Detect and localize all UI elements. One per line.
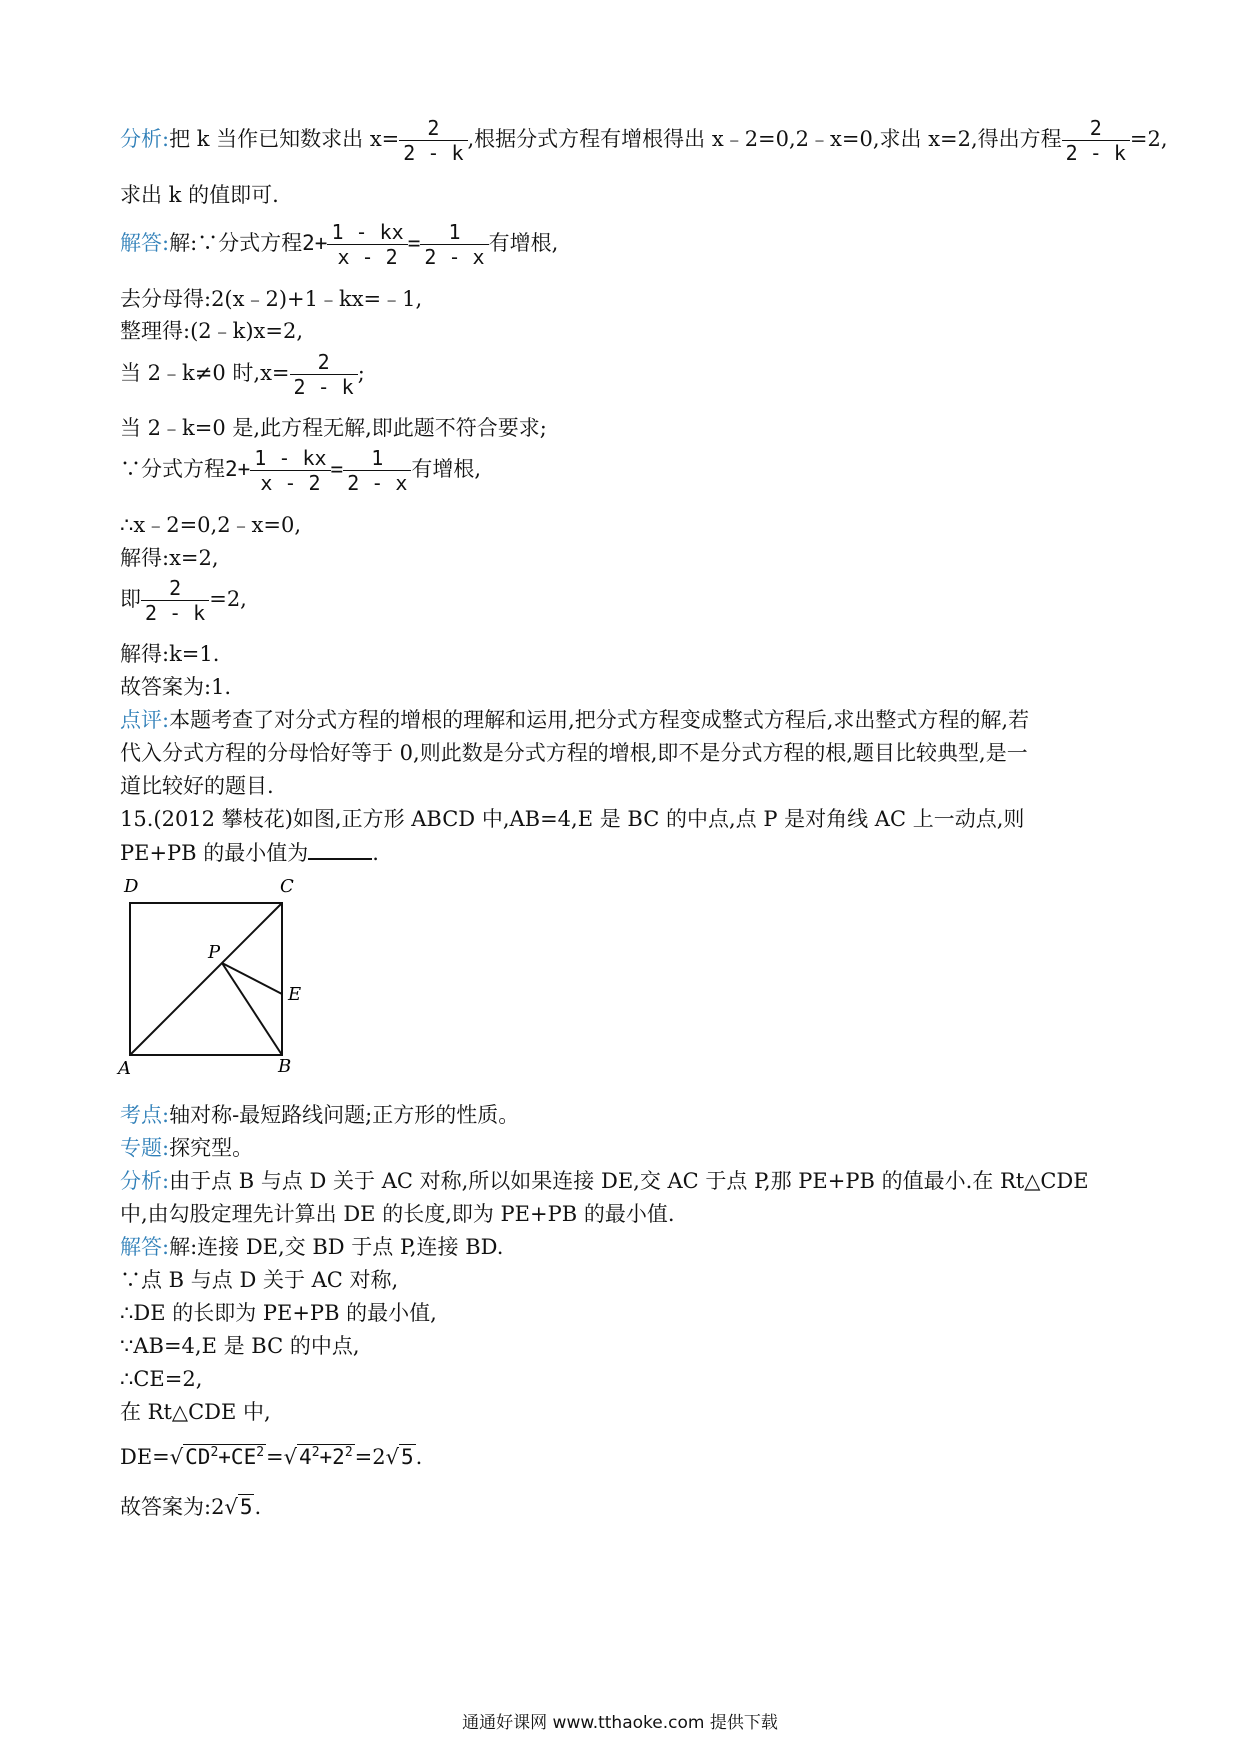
sqrt-3: √5 [385,1445,414,1469]
text: 2+ [225,457,251,481]
fraction [399,116,467,165]
radicand: 5 [239,1495,253,1519]
text: +2 [319,1445,345,1469]
denominator: 2 - k [399,140,467,165]
text: 4 [299,1445,312,1469]
solution-label: 解答: [120,231,170,255]
text: 即 [120,587,141,611]
kaodian-line [120,1100,519,1130]
footer-watermark: 通通好课网 www.tthaoke.com 提供下载 [462,1713,778,1733]
label-e: E [288,984,302,1005]
numerator: 2 [169,576,182,600]
question-15-line-1: 15.(2012 攀枝花)如图,正方形 ABCD 中,AB=4,E 是 BC 的中点,点 P 是对角线 AC 上一动点,则 [120,807,1025,831]
text: 2+ [302,231,328,255]
denominator: x - 2 [327,244,407,269]
text: . [415,1445,423,1469]
fraction [290,350,358,399]
solution-line-6 [120,446,481,495]
solution2-line-6: 在 Rt△CDE 中, [120,1400,271,1424]
text: CD [185,1445,211,1469]
solution-line-4 [120,350,365,399]
text: 故答案为:2 [120,1495,225,1519]
numerator: 2 [427,116,440,140]
solution2-label: 解答: [120,1235,170,1259]
segment-pb [222,963,282,1055]
sqrt-answer: √5 [224,1495,253,1519]
text: . [254,1495,262,1519]
fraction [420,220,488,269]
text: 解:∵分式方程 [169,231,303,255]
analysis-label: 分析: [120,127,170,151]
analysis2-label: 分析: [120,1169,170,1193]
analysis-line-1 [120,116,1168,165]
solution-line-7: ∴x﹣2=0,2﹣x=0, [120,513,302,537]
final-answer-line [120,1492,261,1522]
text: =2, [209,587,247,611]
exponent: 2 [311,1445,320,1460]
solution-line-11: 故答案为:1. [120,675,232,699]
text: . [372,841,379,865]
zhuanti-line [120,1133,253,1163]
text: PE+PB 的最小值为 [120,841,309,865]
text: ; [357,361,365,385]
solution-line-9 [120,576,247,625]
solution2-line-2: ∵点 B 与点 D 关于 AC 对称, [120,1268,399,1292]
text: 有增根, [488,231,559,255]
radicand: 5 [401,1445,414,1469]
zhuanti-label: 专题: [120,1136,170,1160]
text: 轴对称-最短路线问题;正方形的性质。 [169,1103,520,1127]
solution-line-2: 去分母得:2(x﹣2)+1﹣kx=﹣1, [120,287,423,311]
denominator: x - 2 [250,470,330,495]
numerator: 1 - kx [254,446,327,470]
text: = [330,457,344,481]
fraction [327,220,407,269]
text: ∵分式方程 [120,457,225,481]
numerator: 2 [1089,116,1102,140]
answer-blank [308,838,372,860]
exponent: 2 [344,1445,353,1460]
text: ,根据分式方程有增根得出 x﹣2=0,2﹣x=0,求出 x=2,得出方程 [467,127,1062,151]
label-b: B [278,1056,292,1077]
solution-line-8: 解得:x=2, [120,546,219,570]
solution-line-10: 解得:k=1. [120,642,220,666]
numerator: 1 - kx [331,220,404,244]
solution2-line-7 [120,1438,422,1472]
text: 有增根, [411,457,482,481]
solution-line-1 [120,220,558,269]
fraction [141,576,209,625]
numerator: 1 [371,446,384,470]
fraction [343,446,411,495]
square-figure [112,870,312,1080]
numerator: 2 [317,350,330,374]
solution-line-3: 整理得:(2﹣k)x=2, [120,319,304,343]
analysis2-line-1 [120,1166,1089,1196]
comment-line-1 [120,705,1029,735]
text: = [407,231,421,255]
analysis2-line-2: 中,由勾股定理先计算出 DE 的长度,即为 PE+PB 的最小值. [120,1202,675,1226]
label-c: C [280,876,294,897]
text: = [266,1445,284,1469]
text: 把 k 当作已知数求出 x= [169,127,400,151]
text: 探究型。 [169,1136,254,1160]
exponent: 2 [210,1445,219,1460]
solution-line-5: 当 2﹣k=0 是,此方程无解,即此题不符合要求; [120,416,547,440]
denominator: 2 - x [420,244,488,269]
analysis-line-2: 求出 k 的值即可. [120,183,279,207]
diagonal-ac [130,903,282,1055]
fraction [1062,116,1130,165]
comment-line-2: 代入分式方程的分母恰好等于 0,则此数是分式方程的增根,即不是分式方程的根,题目比较典型,是一 [120,741,1028,765]
label-d: D [124,876,139,897]
exponent: 2 [256,1445,265,1460]
kaodian-label: 考点: [120,1103,170,1127]
comment-label: 点评: [120,708,170,732]
text: DE= [120,1445,170,1469]
label-p: P [208,942,221,963]
text: =2, [1129,127,1168,151]
sqrt-2: $√4^2+2^2$ [283,1445,353,1469]
text: 本题考查了对分式方程的增根的理解和运用,把分式方程变成整式方程后,求出整式方程的解,若 [169,708,1030,732]
solution2-line-4: ∵AB=4,E 是 BC 的中点, [120,1334,360,1358]
text: =2 [354,1445,386,1469]
sqrt-1: $√CD^2+CE^2$ [169,1445,265,1469]
solution2-line-1 [120,1232,503,1262]
denominator: 2 - k [290,374,358,399]
question-15-line-2 [120,838,379,868]
solution2-line-5: ∴CE=2, [120,1367,203,1391]
numerator: 1 [448,220,461,244]
text: 当 2﹣k≠0 时,x= [120,361,290,385]
denominator: 2 - x [343,470,411,495]
text: 由于点 B 与点 D 关于 AC 对称,所以如果连接 DE,交 AC 于点 P,那 PE+PB 的值最小.在 Rt△CDE [169,1169,1089,1193]
text: +CE [218,1445,257,1469]
text: 解:连接 DE,交 BD 于点 P,连接 BD. [169,1235,504,1259]
denominator: 2 - k [1062,140,1130,165]
solution2-line-3: ∴DE 的长即为 PE+PB 的最小值, [120,1301,437,1325]
comment-line-3: 道比较好的题目. [120,774,274,798]
fraction [250,446,330,495]
denominator: 2 - k [141,600,209,625]
label-a: A [118,1058,131,1079]
